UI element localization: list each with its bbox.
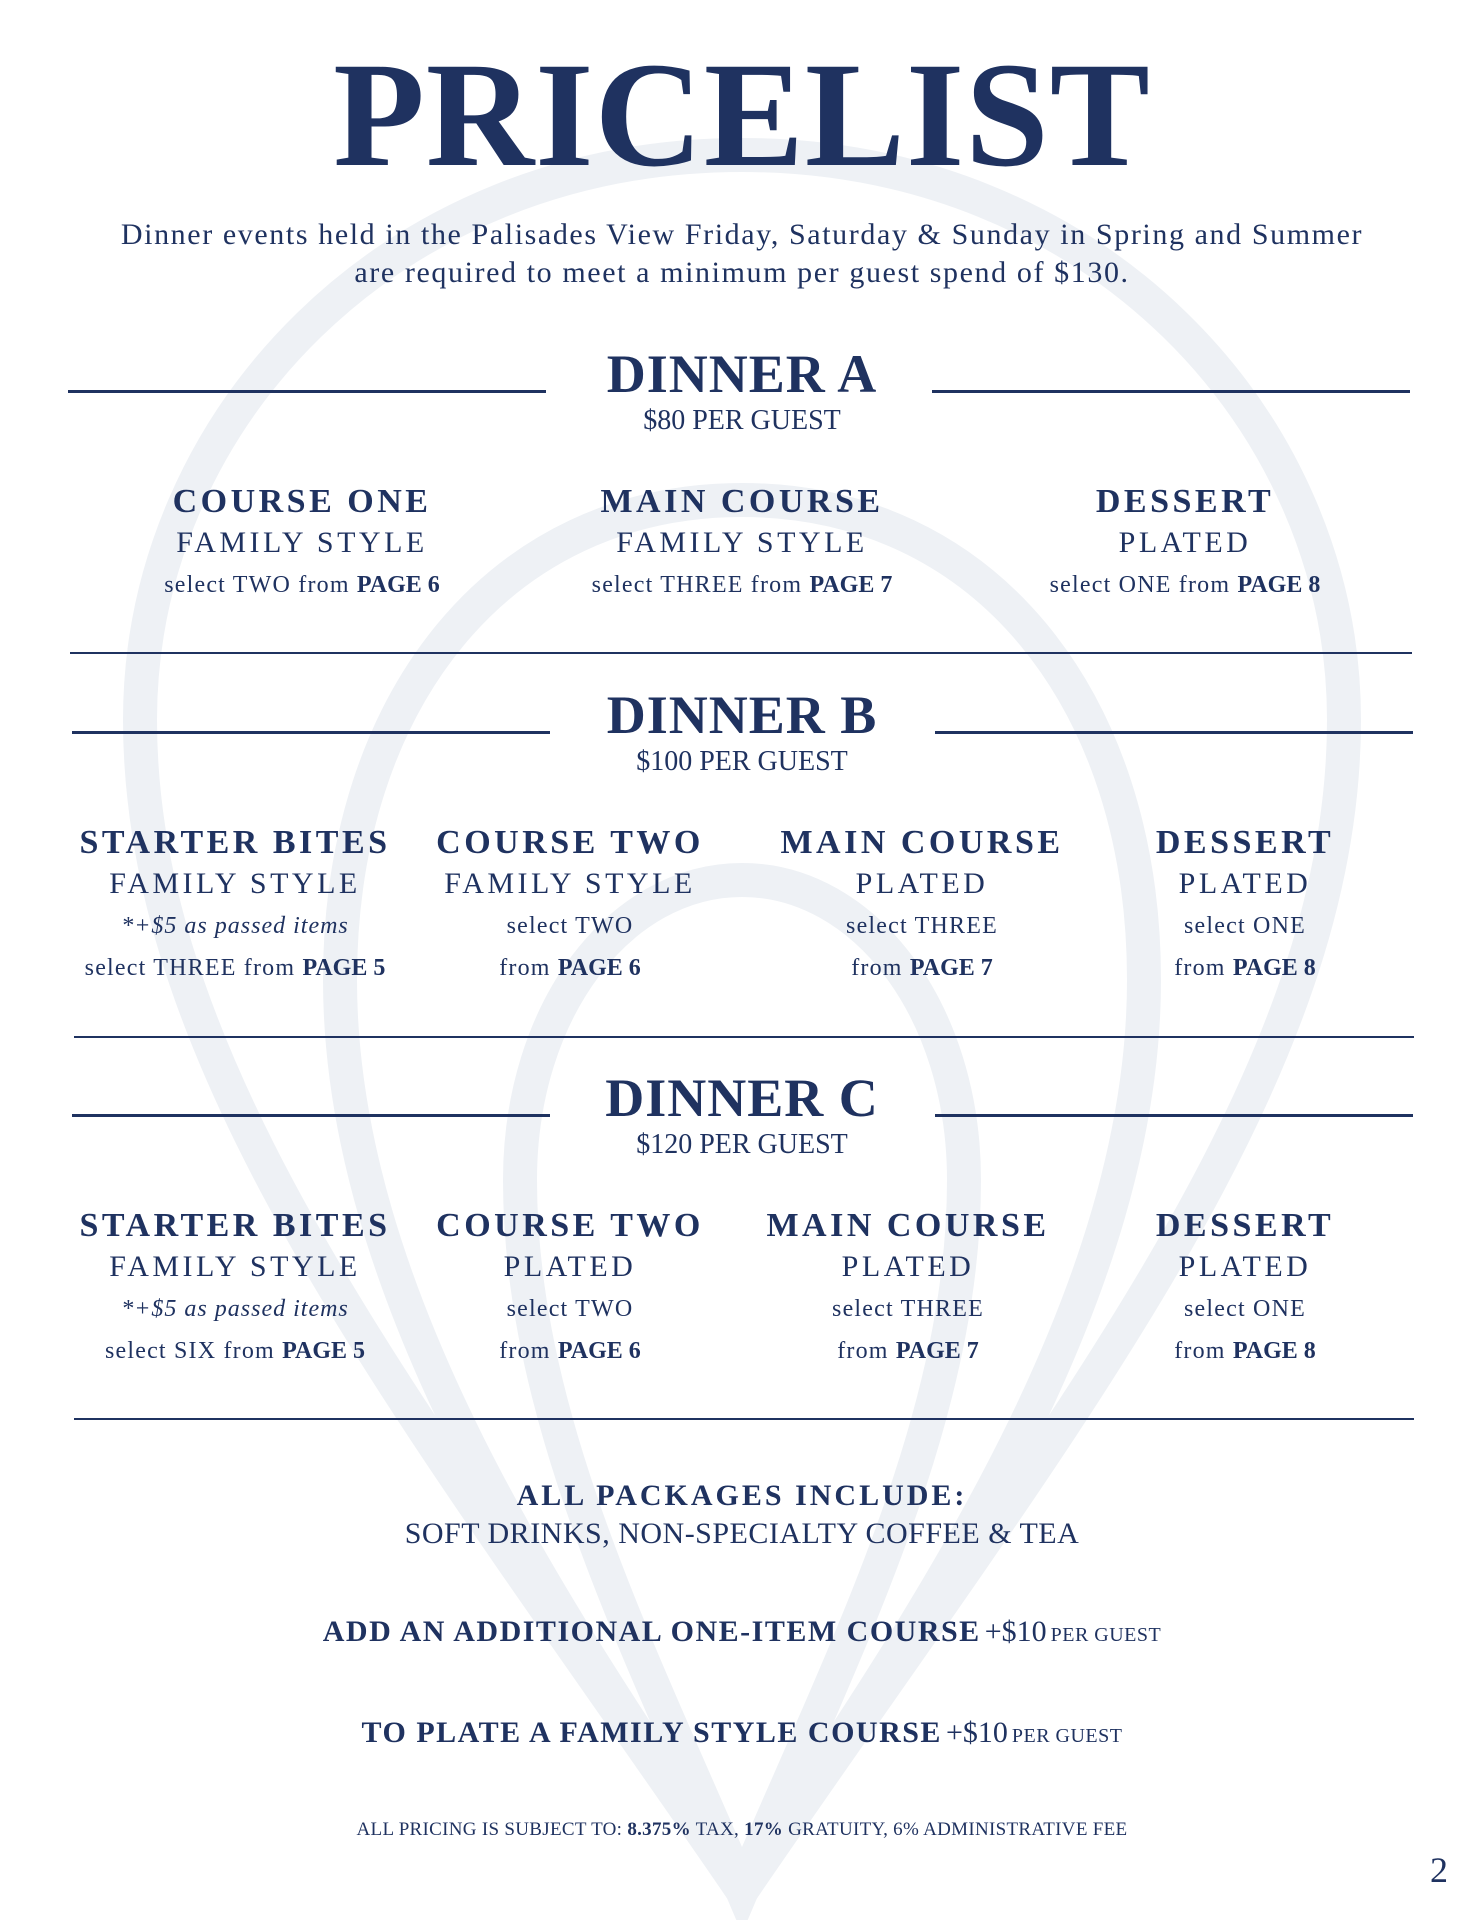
course-selection: select SIX from PAGE 5 (104, 1338, 366, 1364)
dinner-c-main-course (738, 1206, 1078, 1372)
course-heading: STARTER BITES (79, 1207, 391, 1244)
dinner-a-dessert (1000, 482, 1370, 606)
addon-additional-course (0, 1612, 1484, 1657)
course-selection: select ONE (1184, 1296, 1306, 1322)
dinner-c-starter-bites (50, 1206, 420, 1372)
passed-items-note: *+$5 as passed items (121, 1296, 349, 1322)
page-reference: PAGE 8 (1232, 1338, 1316, 1364)
course-heading: STARTER BITES (79, 824, 391, 861)
course-heading: COURSE ONE (172, 483, 432, 520)
course-style: PLATED (855, 867, 989, 900)
dinner-a-price: $80 PER GUEST (643, 405, 841, 436)
course-page: from PAGE 6 (499, 955, 641, 981)
course-page: from PAGE 6 (499, 1338, 641, 1364)
course-selection: select TWO (506, 1296, 634, 1322)
intro-text (60, 216, 1424, 292)
course-selection: select THREE from PAGE 5 (84, 955, 386, 981)
page-reference: PAGE 8 (1237, 572, 1321, 598)
page-title: PRICELIST (333, 32, 1151, 198)
passed-items-note: *+$5 as passed items (121, 913, 349, 939)
course-page: from PAGE 8 (1174, 1338, 1316, 1364)
section-divider (70, 652, 1412, 654)
course-style: PLATED (503, 1250, 637, 1283)
addon-price: +$10 (945, 1716, 1008, 1749)
section-divider (74, 1036, 1414, 1038)
addon-unit: PER GUEST (1011, 1725, 1123, 1747)
dinner-c-price: $120 PER GUEST (636, 1129, 848, 1160)
section-divider (74, 1418, 1414, 1420)
dinner-b-starter-bites (50, 823, 420, 989)
page-reference: PAGE 6 (557, 955, 641, 981)
addon-plate-family-style (0, 1713, 1484, 1758)
course-heading: DESSERT (1095, 483, 1275, 520)
dinner-c-course-two (420, 1206, 720, 1372)
dinner-c-dessert (1110, 1206, 1380, 1372)
page-reference: PAGE 5 (302, 955, 386, 981)
course-selection: select TWO (506, 913, 634, 939)
course-page: from PAGE 8 (1174, 955, 1316, 981)
course-heading: DESSERT (1155, 824, 1335, 861)
page-reference: PAGE 6 (356, 572, 440, 598)
dinner-c-title: DINNER C (605, 1068, 879, 1128)
dinner-a-title: DINNER A (606, 344, 878, 404)
dinner-b-price: $100 PER GUEST (636, 746, 848, 777)
course-selection: select TWO from PAGE 6 (164, 572, 440, 598)
course-style: FAMILY STYLE (109, 1250, 361, 1283)
course-page: from PAGE 7 (851, 955, 993, 981)
page-reference: PAGE 5 (282, 1338, 366, 1364)
page-reference: PAGE 7 (895, 1338, 979, 1364)
course-style: PLATED (1178, 867, 1312, 900)
page-reference: PAGE 6 (557, 1338, 641, 1364)
course-heading: MAIN COURSE (766, 1207, 1050, 1244)
dinner-b-title: DINNER B (606, 685, 878, 745)
page-reference: PAGE 7 (909, 955, 993, 981)
addon-label: TO PLATE A FAMILY STYLE COURSE (361, 1716, 942, 1749)
dinner-a-main-course (542, 482, 942, 606)
course-selection: select THREE (832, 1296, 984, 1322)
addon-price: +$10 (984, 1615, 1047, 1648)
intro-line-1: Dinner events held in the Palisades View Friday, Saturday & Sunday in Spring and Summer (120, 218, 1364, 251)
course-selection: select ONE from PAGE 8 (1049, 572, 1321, 598)
course-heading: MAIN COURSE (600, 483, 884, 520)
page-number: 2 (1430, 1850, 1448, 1890)
course-page: from PAGE 7 (837, 1338, 979, 1364)
course-selection: select THREE from PAGE 7 (591, 572, 893, 598)
course-selection: select ONE (1184, 913, 1306, 939)
intro-line-2: are required to meet a minimum per guest spend of $130. (354, 256, 1130, 289)
course-style: PLATED (841, 1250, 975, 1283)
course-style: FAMILY STYLE (109, 867, 361, 900)
dinner-b-course-two (420, 823, 720, 989)
course-style: FAMILY STYLE (176, 526, 428, 559)
addon-label: ADD AN ADDITIONAL ONE-ITEM COURSE (322, 1615, 981, 1648)
course-heading: DESSERT (1155, 1207, 1335, 1244)
course-selection: select THREE (846, 913, 998, 939)
includes-heading: ALL PACKAGES INCLUDE: (516, 1479, 968, 1512)
page-reference: PAGE 8 (1232, 955, 1316, 981)
pricing-fine-print: ALL PRICING IS SUBJECT TO: 8.375% TAX, 17% GRATUITY, 6% ADMINISTRATIVE FEE (356, 1819, 1128, 1840)
course-style: PLATED (1118, 526, 1252, 559)
course-heading: MAIN COURSE (780, 824, 1064, 861)
includes-text: SOFT DRINKS, NON-SPECIALTY COFFEE & TEA (404, 1517, 1080, 1550)
dinner-a-course-one (112, 482, 492, 606)
course-style: PLATED (1178, 1250, 1312, 1283)
dinner-b-main-course (752, 823, 1092, 989)
addon-unit: PER GUEST (1050, 1624, 1162, 1646)
course-heading: COURSE TWO (436, 824, 704, 861)
page-reference: PAGE 7 (809, 572, 893, 598)
course-style: FAMILY STYLE (616, 526, 868, 559)
course-style: FAMILY STYLE (444, 867, 696, 900)
dinner-b-dessert (1110, 823, 1380, 989)
course-heading: COURSE TWO (436, 1207, 704, 1244)
